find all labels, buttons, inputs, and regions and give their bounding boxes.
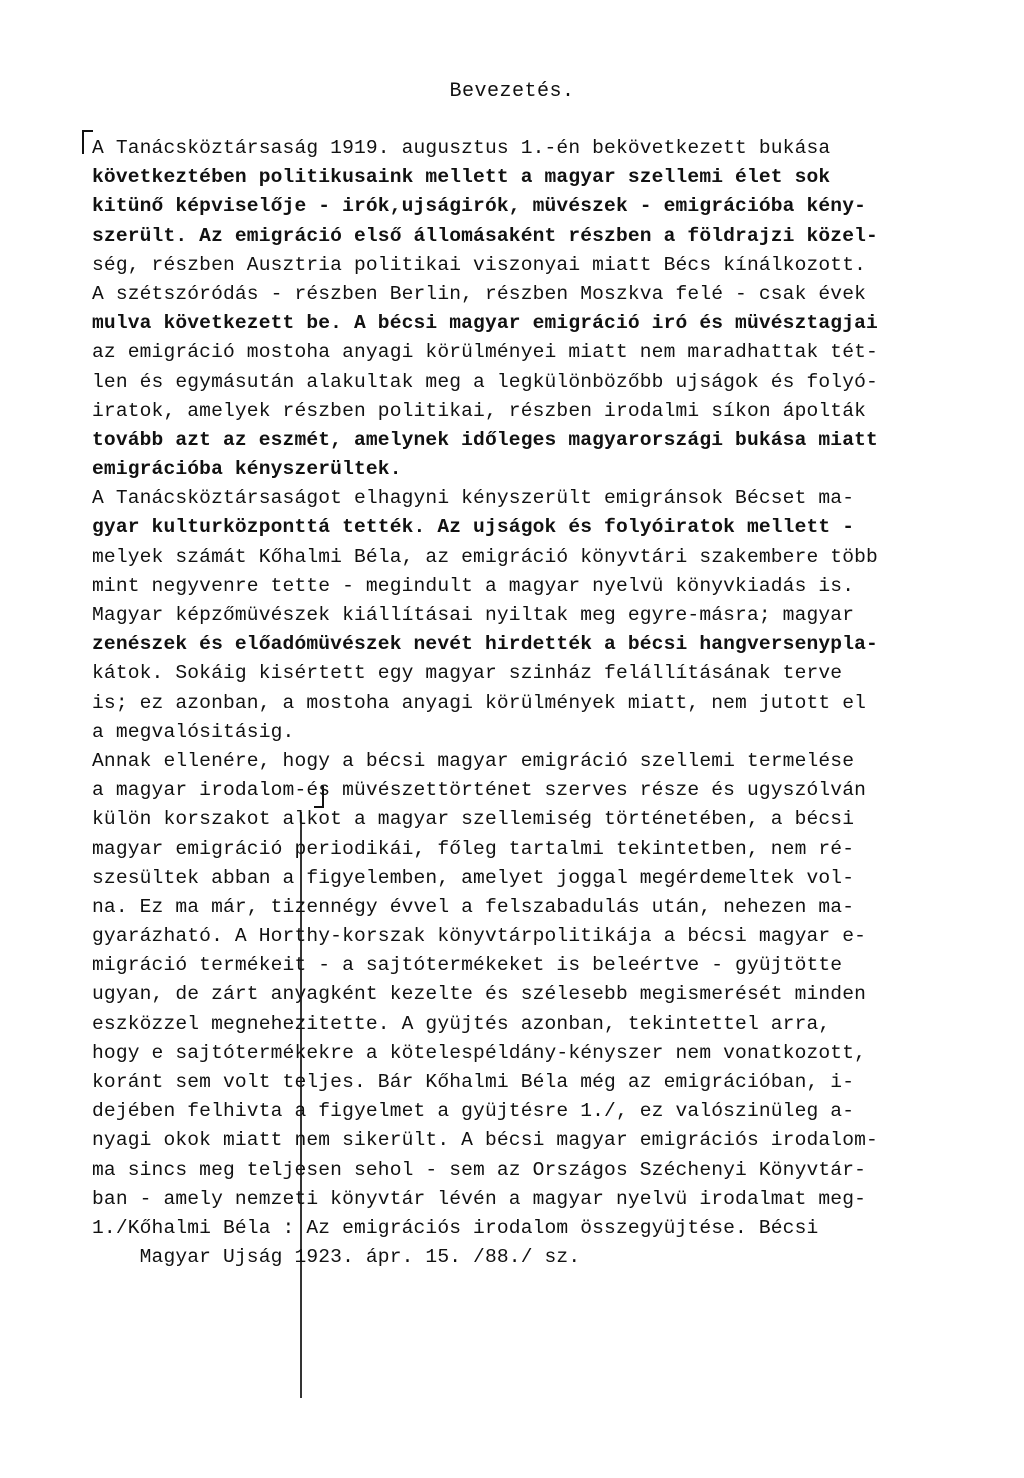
text-line: tovább azt az eszmét, amelynek időleges magyarországi bukása miatt bbox=[92, 428, 878, 451]
text-line: mulva következett be. A bécsi magyar emigráció iró és müvésztagjai bbox=[92, 312, 878, 335]
text-line: eszközzel megnehezitette. A gyüjtés azonban, tekintettel arra, bbox=[92, 1012, 831, 1035]
text-line: ugyan, de zárt anyagként kezelte és szélesebb megismerését minden bbox=[92, 983, 867, 1006]
text-line: na. Ez ma már, tizennégy évvel a felszabadulás után, nehezen ma- bbox=[92, 895, 855, 918]
text-line: ség, részben Ausztria politikai viszonyai miatt Bécs kínálkozott. bbox=[92, 253, 867, 276]
text-line: hogy e sajtótermékekre a kötelespéldány-kényszer nem vonatkozott, bbox=[92, 1041, 867, 1064]
footnote-line: 1./Kőhalmi Béla : Az emigrációs irodalom összegyüjtése. Bécsi bbox=[92, 1216, 819, 1239]
text-line: kitünő képviselője - irók,ujságirók, müvészek - emigrációba kény- bbox=[92, 195, 867, 218]
text-line: zenészek és előadómüvészek nevét hirdették a bécsi hangversenypla- bbox=[92, 633, 878, 656]
footnote-line: Magyar Ujság 1923. ápr. 15. /88./ sz. bbox=[92, 1246, 581, 1269]
text-line: a magyar irodalom-és müvészettörténet szerves része és ugyszólván bbox=[92, 779, 867, 802]
text-line: magyar emigráció periodikái, főleg tartalmi tekintetben, nem ré- bbox=[92, 837, 855, 860]
text-line: ban - amely nemzeti könyvtár lévén a magyar nyelvü irodalmat meg- bbox=[92, 1187, 867, 1210]
text-line: a megvalósitásig. bbox=[92, 720, 295, 743]
text-line: mint negyvenre tette - megindult a magyar nyelvü könyvkiadás is. bbox=[92, 574, 855, 597]
text-line: ma sincs meg teljesen sehol - sem az Országos Széchenyi Könyvtár- bbox=[92, 1158, 867, 1181]
text-line: migráció termékeit - a sajtótermékeket is beleértve - gyüjtötte bbox=[92, 954, 843, 977]
text-line: dejében felhivta a figyelmet a gyüjtésre 1./, ez valószinüleg a- bbox=[92, 1100, 855, 1123]
text-line: gyar kulturközponttá tették. Az ujságok és folyóiratok mellett - bbox=[92, 516, 855, 539]
page-title: Bevezetés. bbox=[449, 80, 575, 103]
text-line: kátok. Sokáig kisértett egy magyar szinház felállításának terve bbox=[92, 662, 843, 685]
text-line: emigrációba kényszerültek. bbox=[92, 458, 402, 481]
text-line: Annak ellenére, hogy a bécsi magyar emigráció szellemi termelése bbox=[92, 749, 855, 772]
text-line: gyarázható. A Horthy-korszak könyvtárpolitikája a bécsi magyar e- bbox=[92, 925, 867, 948]
text-line: koránt sem volt teljes. Bár Kőhalmi Béla még az emigrációban, i- bbox=[92, 1071, 855, 1093]
text-line: A Tanácsköztársaságot elhagyni kényszerült emigránsok Bécset ma- bbox=[92, 487, 855, 510]
text-line: iratok, amelyek részben politikai, részben irodalmi síkon ápolták bbox=[92, 399, 867, 422]
text-line: szerült. Az emigráció első állomásaként részben a földrajzi közel- bbox=[92, 224, 878, 247]
text-line: A Tanácsköztársaság 1919. augusztus 1.-én bekövetkezett bukása bbox=[92, 137, 831, 159]
body-text bbox=[92, 134, 952, 1272]
text-line: Magyar képzőmüvészek kiállításai nyiltak meg egyre-másra; magyar bbox=[92, 604, 855, 626]
text-line: az emigráció mostoha anyagi körülményei miatt nem maradhattak tét- bbox=[92, 341, 878, 364]
text-line: len és egymásután alakultak meg a legkülönbözőbb ujságok és folyó- bbox=[92, 370, 878, 393]
text-line: külön korszakot alkot a magyar szellemiség történetében, a bécsi bbox=[92, 808, 855, 831]
text-line: szesültek abban a figyelemben, amelyet joggal megérdemeltek vol- bbox=[92, 866, 855, 889]
text-line: is; ez azonban, a mostoha anyagi körülmények miatt, nem jutott el bbox=[92, 691, 867, 714]
text-line: melyek számát Kőhalmi Béla, az emigráció könyvtári szakembere több bbox=[92, 545, 878, 568]
text-line: A szétszóródás - részben Berlin, részben Moszkva felé - csak évek bbox=[92, 282, 867, 305]
text-line: nyagi okok miatt nem sikerült. A bécsi magyar emigrációs irodalom- bbox=[92, 1129, 878, 1152]
text-line: következtében politikusaink mellett a magyar szellemi élet sok bbox=[92, 166, 831, 189]
